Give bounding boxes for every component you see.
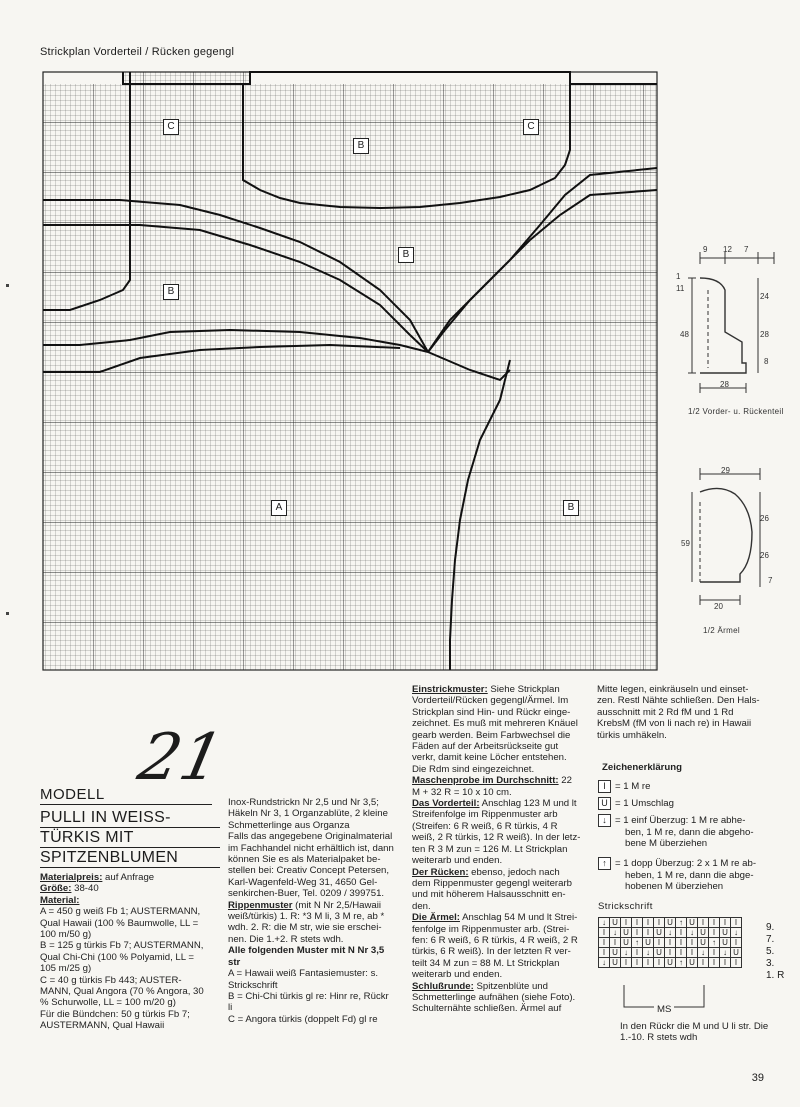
label-aermel: Die Ärmel:	[412, 912, 460, 924]
material-line: A = 450 g weiß Fb 1; AUSTERMANN,	[40, 906, 201, 918]
stitch-symbol: I	[598, 780, 611, 793]
schematic-height: 26	[760, 514, 769, 523]
stitch-cell: I	[687, 938, 698, 948]
stitch-symbol: ↑	[598, 857, 611, 870]
material-line: Qual Hawaii (100 % Baumwolle, LL =	[40, 917, 199, 929]
stitch-cell: I	[720, 918, 731, 928]
label-materialpreis: Materialpreis:	[40, 872, 103, 883]
text-line: ten R 3 M zun = 126 M. Lt Strickplan	[412, 843, 568, 855]
legend-text: = 1 einf Überzug: 1 M re abhe-	[615, 815, 746, 827]
zone-label: A	[271, 500, 287, 516]
text-line: 22	[558, 775, 572, 787]
row-number: 3.	[766, 958, 775, 969]
materialpreis-value: auf Anfrage	[102, 872, 155, 883]
stitch-cell: U	[720, 938, 731, 948]
stitch-cell: I	[643, 918, 654, 928]
stitch-cell: ↓	[621, 948, 632, 958]
stitch-cell: I	[599, 938, 610, 948]
strickschrift-title: Strickschrift	[598, 901, 653, 912]
stitch-row	[599, 918, 742, 928]
material-line: 105 m/25 g)	[40, 963, 92, 975]
schematic-height: 28	[760, 330, 769, 339]
text-line: B = Chi-Chi türkis gl re: Hinr re, Rückr	[228, 990, 389, 1002]
legend-text: bene M überziehen	[625, 838, 708, 850]
stitch-cell: I	[654, 958, 665, 968]
stitch-cell: I	[676, 928, 687, 938]
text-line: Siehe Strickplan	[487, 684, 560, 695]
stitch-cell: I	[676, 938, 687, 948]
divider	[40, 804, 212, 805]
stitch-cell: I	[709, 948, 720, 958]
stitch-cell: U	[687, 958, 698, 968]
text-line: teilt 34 M zun = 88 M. Lt Strickplan	[412, 957, 560, 969]
materials-column	[40, 872, 220, 1032]
stitch-cell: ↑	[676, 918, 687, 928]
text-line: türkis, 6 R weiß). In der letzten R ver-	[412, 946, 571, 958]
text-line: Karl-Wagenfeld-Weg 31, 4650 Gel-	[228, 876, 378, 888]
stitch-cell: I	[698, 958, 709, 968]
text-line: li	[228, 1002, 233, 1014]
text-line: 1.-10. R stets wdh	[620, 1032, 698, 1044]
label-ruecken: Der Rücken:	[412, 866, 469, 878]
stitch-row	[599, 938, 742, 948]
stitch-cell: U	[720, 928, 731, 938]
stitch-cell: I	[731, 958, 742, 968]
zone-label: B	[563, 500, 579, 516]
page-number: 39	[751, 1072, 764, 1084]
text-line: im Fachhandel nicht erhältlich ist, dann	[228, 842, 394, 854]
text-line: C = Angora türkis (doppelt Fd) gl re	[228, 1013, 378, 1025]
material-line: % Schurwolle, LL = 100 m/20 g)	[40, 997, 176, 1009]
stitch-symbol: ↓	[598, 814, 611, 827]
stitch-cell: ↓	[610, 928, 621, 938]
stitch-cell: I	[621, 918, 632, 928]
text-line: Die Rdm sind eingezeichnet.	[412, 763, 535, 775]
row-number: 1. R	[766, 970, 785, 981]
stitch-cell: U	[621, 928, 632, 938]
stitch-cell: U	[687, 918, 698, 928]
schematic-height: 26	[760, 551, 769, 560]
schematic-height: 8	[764, 357, 769, 366]
text-line: türkis umhäkeln.	[597, 729, 667, 741]
text-line: Mitte legen, einkräuseln und einset-	[597, 684, 749, 695]
text-line: Strickschrift	[228, 979, 278, 991]
stitch-cell: ↓	[665, 928, 676, 938]
stitch-cell: U	[698, 938, 709, 948]
stitch-cell: I	[654, 938, 665, 948]
label-schlussrunde: Schlußrunde:	[412, 980, 474, 992]
text-line: dem Rippenmuster gegengl weiterarb	[412, 877, 572, 889]
text-line: Inox-Rundstrickn Nr 2,5 und Nr 3,5;	[228, 797, 379, 808]
legend-item	[598, 797, 674, 810]
schematic-height: 48	[680, 330, 689, 339]
text-line: Schmetterlinge aufnähen (siehe Foto).	[412, 991, 576, 1003]
text-line: KrebsM (fM von li nach re) in Hawaii	[597, 718, 752, 730]
row-number: 9.	[766, 922, 775, 933]
stitch-cell: ↓	[720, 948, 731, 958]
legend-text: ben, 1 M re, dann die abgeho-	[625, 827, 754, 838]
stitch-cell: I	[621, 958, 632, 968]
chart-title: Strickplan Vorderteil / Rücken gegengl	[40, 46, 235, 58]
groesse-value: 38-40	[71, 883, 99, 895]
stitch-cell: U	[654, 948, 665, 958]
legend-text: hobenen M überziehen	[625, 881, 724, 893]
stitch-cell: U	[610, 918, 621, 928]
text-line: Anschlag 54 M und lt Strei-	[459, 912, 578, 924]
model-title	[40, 808, 220, 868]
label-groesse: Größe:	[40, 883, 72, 895]
text-line: gearb werden. Beim Farbwechsel die	[412, 729, 571, 741]
stitch-cell: U	[610, 948, 621, 958]
text-line: Anschlag 123 M und lt	[479, 798, 577, 810]
schematic-height: 11	[676, 284, 685, 293]
chart-footnote	[620, 1021, 780, 1044]
label-material: Material:	[40, 894, 80, 906]
text-line: Schulternähte schließen. Ärmel auf	[412, 1003, 562, 1015]
stitch-cell: I	[709, 918, 720, 928]
material-line: AUSTERMANN, Qual Hawaii	[40, 1020, 165, 1032]
stitch-cell: U	[643, 938, 654, 948]
stitch-cell: U	[621, 938, 632, 948]
text-line: verkr, damit keine Löcher entstehen.	[412, 752, 567, 764]
stitch-cell: U	[665, 958, 676, 968]
schematic-caption: 1/2 Vorder- u. Rückenteil	[688, 407, 784, 416]
legend-item	[598, 814, 754, 850]
stitch-symbol: U	[598, 797, 611, 810]
text-line: Strickplan sind Hin- und Rückr einge-	[412, 706, 571, 718]
material-line: B = 125 g türkis Fb 7; AUSTERMANN,	[40, 940, 204, 952]
text-line: A = Hawaii weiß Fantasiemuster: s.	[228, 968, 379, 980]
stitch-cell: I	[632, 928, 643, 938]
text-line: zen. Restl Nähte schließen. Den Hals-	[597, 695, 760, 707]
stitch-cell: ↓	[599, 918, 610, 928]
text-line: stellen bei: Creativ Concept Petersen,	[228, 865, 390, 877]
legend-text: = 1 Umschlag	[615, 798, 674, 810]
text-line: Alle folgenden Muster mit N Nr 3,5	[228, 945, 385, 957]
stitch-cell: I	[709, 958, 720, 968]
stitch-row	[599, 928, 742, 938]
schematic-caption: 1/2 Ärmel	[703, 626, 740, 635]
text-line: senkirchen-Buer, Tel. 0209 / 399751.	[228, 888, 385, 900]
stitch-row	[599, 948, 742, 958]
stitch-cell: ↓	[687, 928, 698, 938]
text-line: str	[228, 956, 241, 968]
text-line: zeichnet. Es muß mit mehreren Knäuel	[412, 718, 578, 730]
model-number: 21	[132, 721, 230, 795]
text-line: wdh. 2. R: die M str, wie sie erschei-	[228, 922, 382, 934]
schematic-width: 20	[714, 602, 723, 611]
text-line: In den Rückr die M und U li str. Die	[620, 1021, 769, 1032]
legend-title: Zeichenerklärung	[602, 762, 682, 773]
text-line: weiterarb und enden.	[412, 855, 503, 867]
text-line: können Sie es als Materialpaket be-	[228, 854, 381, 866]
legend-item	[598, 857, 756, 893]
stitch-cell: I	[599, 948, 610, 958]
stitch-cell: U	[610, 958, 621, 968]
text-line: (mit N Nr 2,5/Hawaii	[292, 899, 382, 911]
front-back-schematic	[670, 238, 790, 408]
stitch-cell: U	[698, 928, 709, 938]
stitch-cell: I	[643, 928, 654, 938]
title-line: PULLI IN WEISS-	[40, 808, 220, 828]
stitch-cell: I	[654, 918, 665, 928]
stitch-pattern-table	[598, 917, 742, 968]
material-line: C = 40 g türkis Fb 443; AUSTER-	[40, 974, 182, 986]
schematic-height: 1	[676, 272, 681, 281]
schematic-width: 29	[721, 466, 730, 475]
text-line: Spitzenblüte und	[473, 980, 548, 992]
stitch-cell: ↓	[731, 928, 742, 938]
schematic-height: 7	[768, 576, 773, 585]
zone-label: C	[163, 119, 179, 135]
sleeve-schematic	[680, 462, 790, 622]
stitch-cell: I	[676, 948, 687, 958]
text-line: weiß, 2 R türkis, 12 R weiß). In der letz-	[412, 832, 581, 844]
text-line: nen. Die 1.+2. R stets wdh.	[228, 933, 344, 945]
instructions-column-2	[228, 797, 400, 1025]
instructions-column-3	[412, 684, 584, 1015]
row-number: 5.	[766, 946, 775, 957]
text-line: Vorderteil/Rücken gegengl/Ärmel. Im	[412, 695, 569, 707]
stitch-cell: I	[599, 928, 610, 938]
instructions-column-4	[597, 684, 769, 741]
ms-label: MS	[654, 1004, 674, 1015]
text-line: fen: 6 R weiß, 6 R türkis, 4 R weiß, 2 R	[412, 934, 578, 946]
stitch-cell: U	[731, 948, 742, 958]
stitch-cell: I	[687, 948, 698, 958]
stitch-cell: I	[720, 958, 731, 968]
stitch-cell: I	[731, 918, 742, 928]
schematic-height: 59	[681, 539, 690, 548]
text-line: den.	[412, 900, 431, 912]
model-label: MODELL	[40, 786, 105, 803]
legend-item	[598, 780, 650, 793]
schematic-height: 24	[760, 292, 769, 301]
text-line: weiterarb und enden.	[412, 969, 503, 981]
schematic-width: 12	[723, 245, 732, 254]
stitch-cell: I	[632, 948, 643, 958]
text-line: fenfolge im Rippenmuster arb. (Strei-	[412, 923, 570, 935]
stitch-cell: U	[654, 928, 665, 938]
label-rippenmuster: Rippenmuster	[228, 899, 293, 911]
stitch-cell: ↓	[599, 958, 610, 968]
material-line: Qual Chi-Chi (100 % Polyamid, LL =	[40, 951, 195, 963]
legend-text: heben, 1 M re, dann die abge-	[625, 870, 754, 881]
legend-text: = 1 dopp Überzug: 2 x 1 M re ab-	[615, 858, 757, 870]
schematic-width: 9	[703, 245, 708, 254]
stitch-cell: I	[643, 958, 654, 968]
text-line: ebenso, jedoch nach	[468, 866, 560, 878]
zone-label: B	[163, 284, 179, 300]
text-line: M + 32 R = 10 x 10 cm.	[412, 786, 512, 798]
schematic-width: 28	[720, 380, 729, 389]
stitch-cell: I	[665, 948, 676, 958]
schematic-width: 7	[744, 245, 749, 254]
label-einstrickmuster: Einstrickmuster:	[412, 684, 488, 695]
label-maschenprobe: Maschenprobe im Durchschnitt:	[412, 775, 559, 787]
text-line: weiß/türkis) 1. R: *3 M li, 3 M re, ab *	[228, 911, 385, 923]
stitch-cell: I	[731, 938, 742, 948]
stitch-cell: ↓	[643, 948, 654, 958]
title-line: TÜRKIS MIT	[40, 828, 220, 848]
zone-label: B	[353, 138, 369, 154]
stitch-cell: ↑	[632, 938, 643, 948]
text-line: Häkeln Nr 3, 1 Organzablüte, 2 kleine	[228, 808, 388, 820]
stitch-cell: I	[610, 938, 621, 948]
legend-text: = 1 M re	[615, 781, 651, 793]
label-vorderteil: Das Vorderteil:	[412, 798, 480, 810]
stitch-cell: I	[632, 958, 643, 968]
stitch-cell: I	[709, 928, 720, 938]
stitch-cell: I	[632, 918, 643, 928]
stitch-cell: ↑	[709, 938, 720, 948]
stitch-row	[599, 958, 742, 968]
stitch-cell: I	[698, 918, 709, 928]
text-line: Streifenfolge im Rippenmuster arb	[412, 809, 558, 821]
stitch-cell: ↑	[676, 958, 687, 968]
text-line: Falls das angegebene Originalmaterial	[228, 831, 393, 843]
row-number: 7.	[766, 934, 775, 945]
zone-label: C	[523, 119, 539, 135]
text-line: ausschnitt mit 2 Rd fM und 1 Rd	[597, 706, 734, 718]
text-line: Schmetterlinge aus Organza	[228, 819, 350, 831]
material-line: 100 m/50 g)	[40, 929, 92, 941]
stitch-cell: U	[665, 918, 676, 928]
material-line: Für die Bündchen: 50 g türkis Fb 7;	[40, 1008, 190, 1020]
stitch-cell: ↓	[698, 948, 709, 958]
text-line: Fäden auf der Arbeitsrückseite gut	[412, 741, 559, 753]
title-line: SPITZENBLUMEN	[40, 848, 220, 868]
stitch-cell: I	[665, 938, 676, 948]
material-line: MANN, Qual Angora (70 % Angora, 30	[40, 986, 204, 998]
zone-label: B	[398, 247, 414, 263]
text-line: (Streifen: 6 R weiß, 6 R türkis, 4 R	[412, 820, 558, 832]
text-line: und mit höherem Halsausschnitt en-	[412, 889, 566, 901]
